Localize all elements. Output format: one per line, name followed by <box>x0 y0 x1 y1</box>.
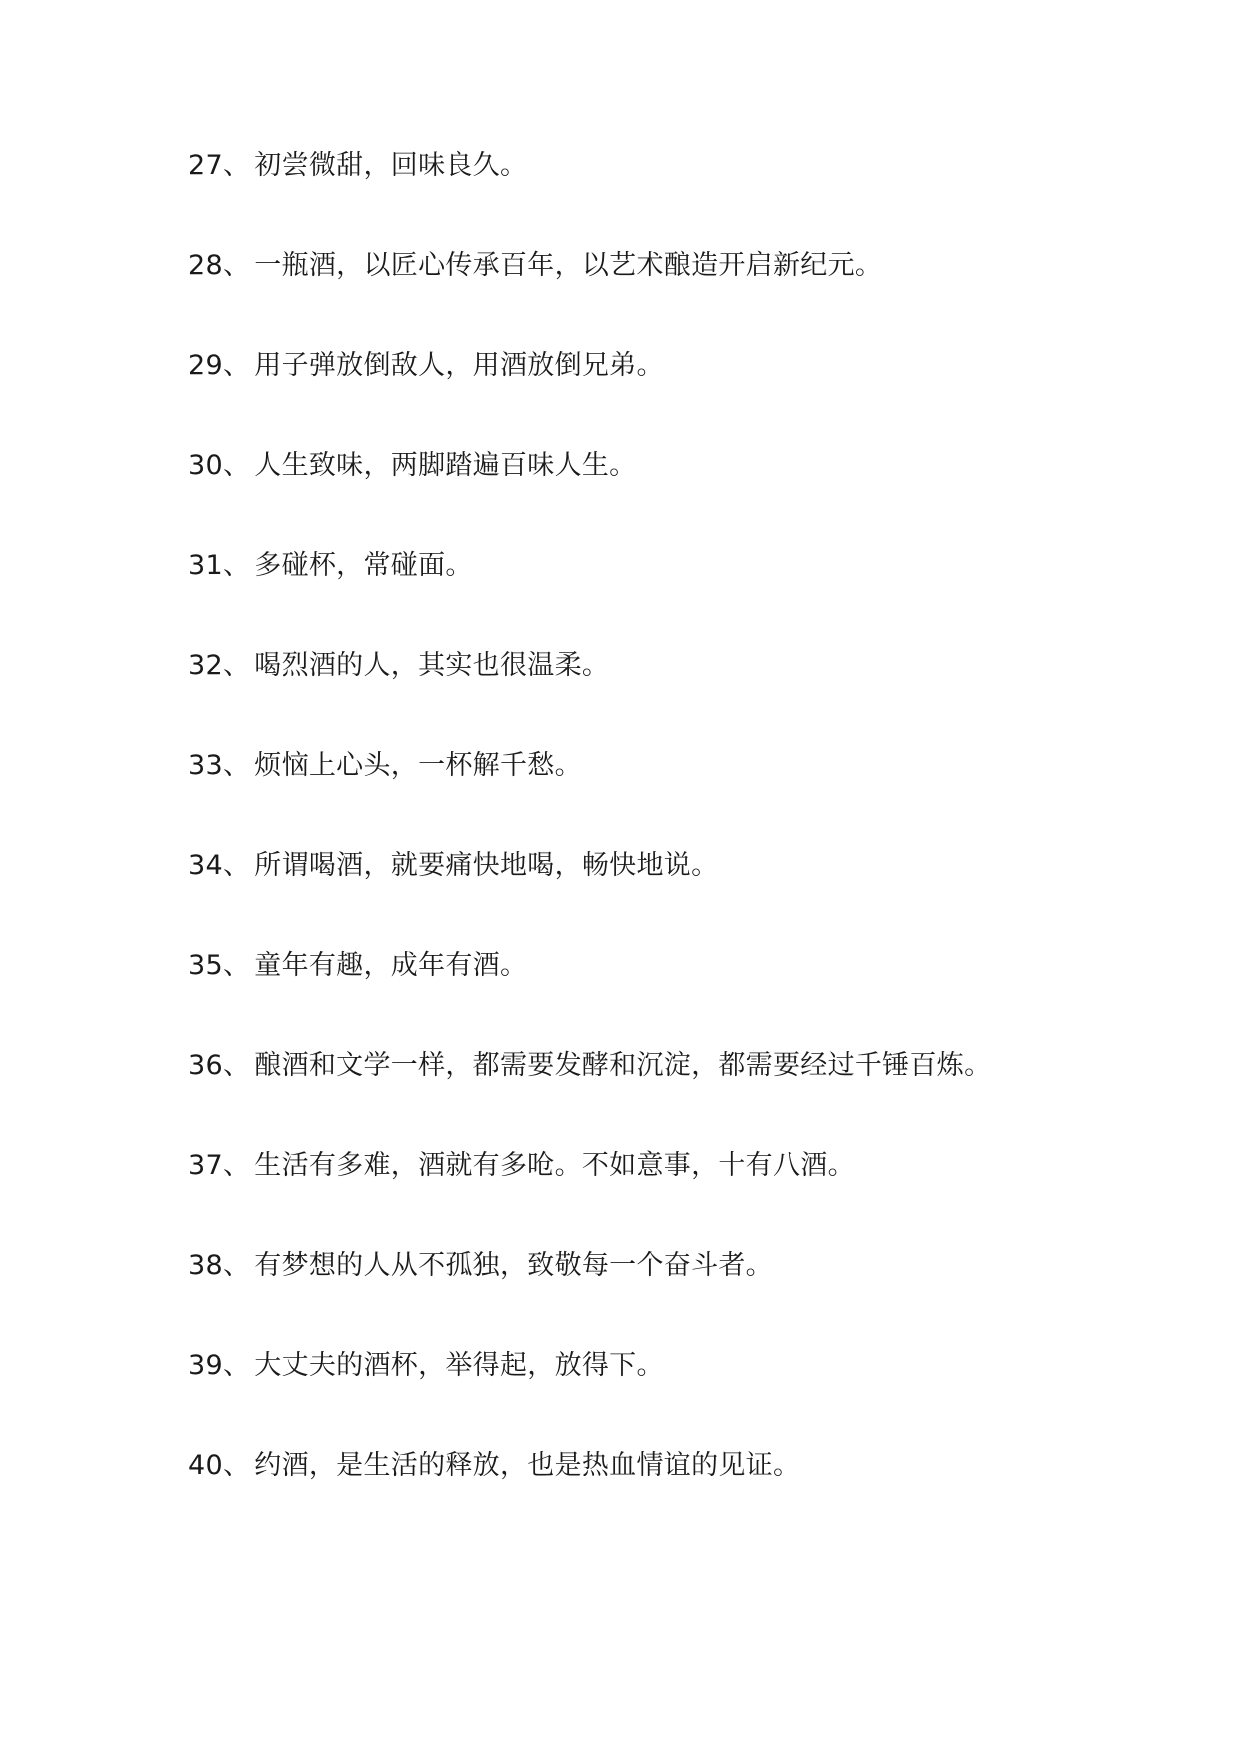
item-number: 28 <box>188 250 223 281</box>
list-item <box>188 1046 1188 1146</box>
list-item <box>188 746 1188 846</box>
item-number: 39 <box>188 1350 223 1381</box>
list-item <box>188 1446 1188 1546</box>
item-text: 生活有多难，酒就有多呛。不如意事，十有八酒。 <box>254 1150 855 1181</box>
item-separator: 、 <box>222 750 251 781</box>
item-text: 初尝微甜，回味良久。 <box>254 150 528 181</box>
list-item <box>188 1246 1188 1346</box>
item-separator: 、 <box>222 250 251 281</box>
item-separator: 、 <box>222 1150 251 1181</box>
item-text: 多碰杯，常碰面。 <box>254 550 473 581</box>
item-separator: 、 <box>222 1050 251 1081</box>
item-text: 酿酒和文学一样，都需要发酵和沉淀，都需要经过千锤百炼。 <box>254 1050 992 1081</box>
item-separator: 、 <box>222 850 251 881</box>
item-text: 所谓喝酒，就要痛快地喝，畅快地说。 <box>254 850 719 881</box>
item-separator: 、 <box>222 950 251 981</box>
item-number: 29 <box>188 350 223 381</box>
item-number: 30 <box>188 450 223 481</box>
item-number: 38 <box>188 1250 223 1281</box>
item-text: 喝烈酒的人，其实也很温柔。 <box>254 650 610 681</box>
item-text: 人生致味，两脚踏遍百味人生。 <box>254 450 637 481</box>
item-text: 有梦想的人从不孤独，致敬每一个奋斗者。 <box>254 1250 773 1281</box>
item-text: 烦恼上心头，一杯解千愁。 <box>254 750 582 781</box>
item-separator: 、 <box>222 650 251 681</box>
item-number: 35 <box>188 950 223 981</box>
item-number: 32 <box>188 650 223 681</box>
list-item <box>188 1346 1188 1446</box>
list-item <box>188 546 1188 646</box>
item-number: 36 <box>188 1050 223 1081</box>
item-number: 34 <box>188 850 223 881</box>
item-number: 33 <box>188 750 223 781</box>
list-item <box>188 246 1188 346</box>
item-separator: 、 <box>222 150 251 181</box>
item-text: 大丈夫的酒杯，举得起，放得下。 <box>254 1350 664 1381</box>
item-text: 约酒，是生活的释放，也是热血情谊的见证。 <box>254 1450 801 1481</box>
numbered-list <box>188 150 1188 1566</box>
item-separator: 、 <box>222 1450 251 1481</box>
item-separator: 、 <box>222 550 251 581</box>
list-item <box>188 146 1188 246</box>
list-item <box>188 646 1188 746</box>
list-item <box>188 846 1188 946</box>
item-text: 用子弹放倒敌人，用酒放倒兄弟。 <box>254 350 664 381</box>
item-text: 一瓶酒，以匠心传承百年，以艺术酿造开启新纪元。 <box>254 250 883 281</box>
item-number: 37 <box>188 1150 223 1181</box>
item-number: 31 <box>188 550 223 581</box>
item-separator: 、 <box>222 450 251 481</box>
item-separator: 、 <box>222 1350 251 1381</box>
item-number: 40 <box>188 1450 223 1481</box>
item-separator: 、 <box>222 1250 251 1281</box>
list-item <box>188 946 1188 1046</box>
item-text: 童年有趣，成年有酒。 <box>254 950 528 981</box>
item-separator: 、 <box>222 350 251 381</box>
list-item <box>188 1146 1188 1246</box>
list-item <box>188 346 1188 446</box>
list-item <box>188 446 1188 546</box>
item-number: 27 <box>188 150 223 181</box>
